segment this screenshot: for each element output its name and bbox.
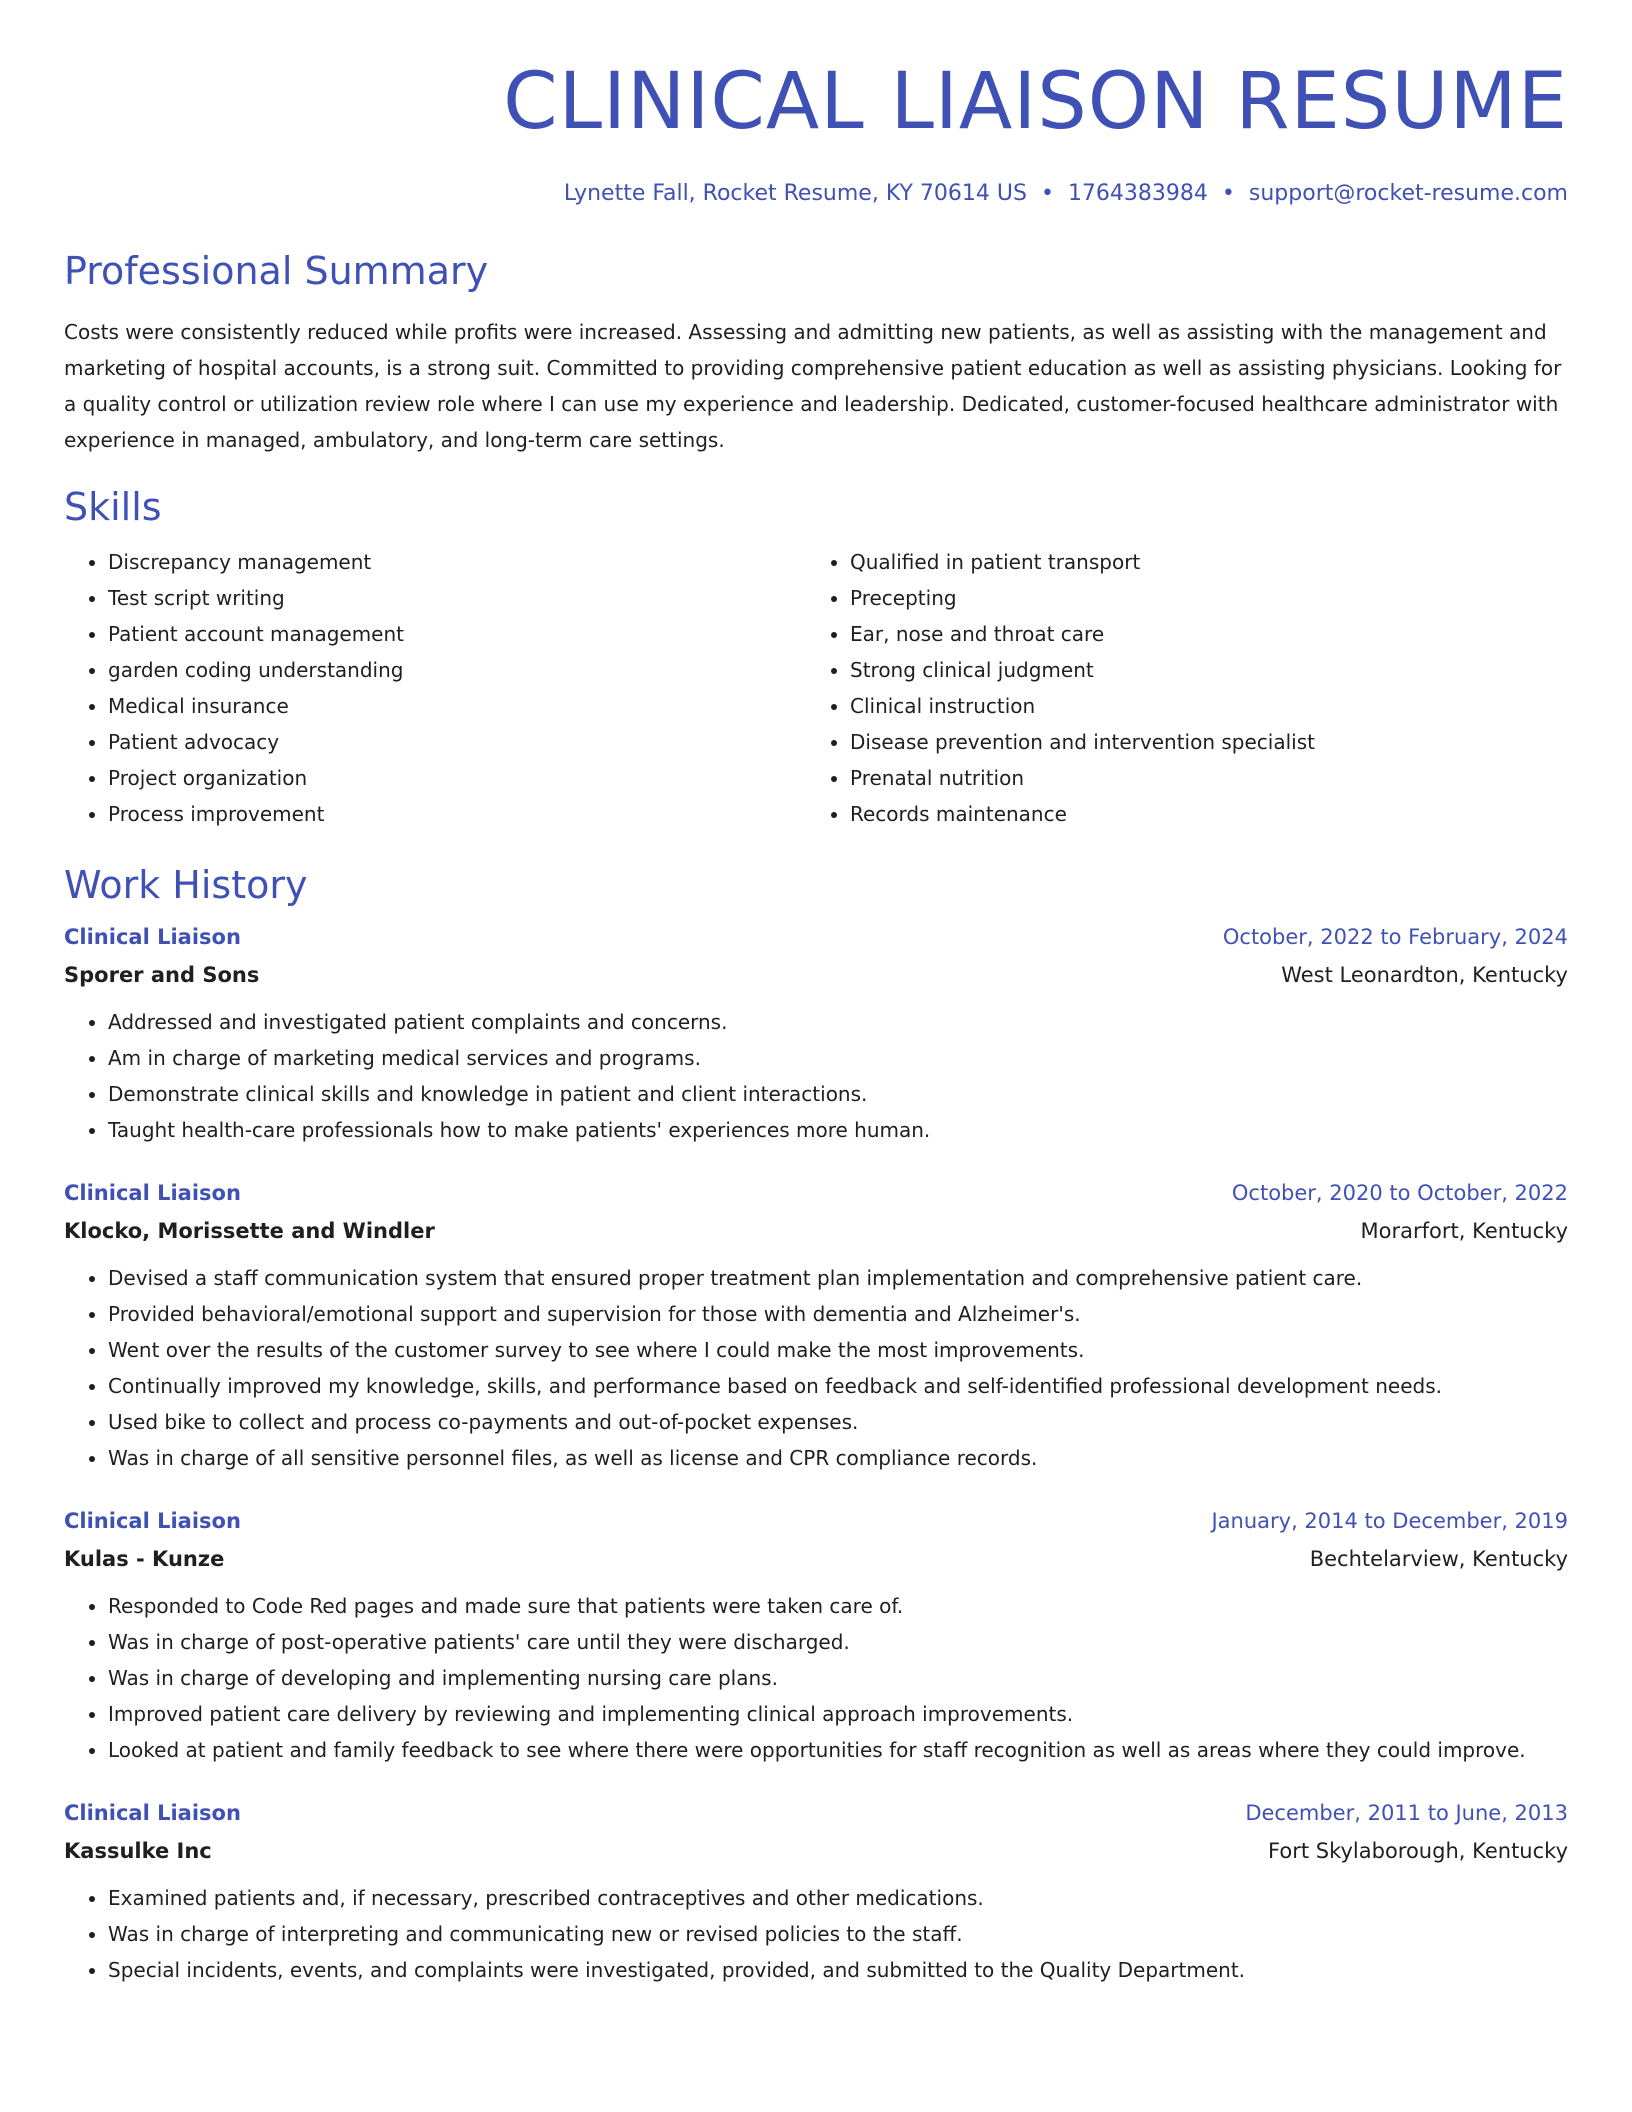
skill-item: • Records maintenance — [850, 796, 1548, 832]
job-bullet: • Looked at patient and family feedback to see where there were opportunities for staff recognition as well as areas where they could improve. — [108, 1732, 1568, 1768]
job-location: Morarfort, Kentucky — [1360, 1219, 1568, 1243]
job-bullet: • Improved patient care delivery by reviewing and implementing clinical approach improvements. — [108, 1696, 1568, 1732]
job-bullet: • Demonstrate clinical skills and knowledge in patient and client interactions. — [108, 1076, 1568, 1112]
job-entry — [64, 1502, 1568, 1768]
skill-item: • Strong clinical judgment — [850, 652, 1548, 688]
job-bullet: • Went over the results of the customer survey to see where I could make the most improvements. — [108, 1332, 1568, 1368]
job-bullet: • Devised a staff communication system that ensured proper treatment plan implementation and comprehensive patient care. — [108, 1260, 1568, 1296]
job-bullet: • Am in charge of marketing medical services and programs. — [108, 1040, 1568, 1076]
skill-item: • Precepting — [850, 580, 1548, 616]
job-title: Clinical Liaison — [64, 1181, 241, 1205]
skill-item: • Prenatal nutrition — [850, 760, 1548, 796]
job-company: Kassulke Inc — [64, 1839, 212, 1863]
job-bullets — [64, 1880, 1568, 1988]
skill-item: • Discrepancy management — [108, 544, 806, 580]
contact-separator: • — [1040, 181, 1054, 206]
job-bullet: • Addressed and investigated patient complaints and concerns. — [108, 1004, 1568, 1040]
skill-item: • Project organization — [108, 760, 806, 796]
contact-separator: • — [1221, 181, 1235, 206]
job-company: Sporer and Sons — [64, 963, 260, 987]
job-bullet: • Was in charge of all sensitive personnel files, as well as license and CPR compliance records. — [108, 1440, 1568, 1476]
job-bullet: • Was in charge of post-operative patients' care until they were discharged. — [108, 1624, 1568, 1660]
skills-list — [64, 544, 1568, 832]
skill-item: • Medical insurance — [108, 688, 806, 724]
job-bullet: • Taught health-care professionals how to make patients' experiences more human. — [108, 1112, 1568, 1148]
skill-item: • Test script writing — [108, 580, 806, 616]
skill-item: • Patient account management — [108, 616, 806, 652]
summary-text: Costs were consistently reduced while profits were increased. Assessing and admitting new patients, as well as assisting with the management and marketing of hospital accounts, is a strong suit. Committed to providing comprehensive patient education as well as assisting physicians. Looking for a quality control or utilization review role where I can use my experience and leadership. Dedicated, customer-focused healthcare administrator with experience in managed, ambulatory, and long-term care settings. — [64, 320, 1562, 452]
job-bullet: • Examined patients and, if necessary, prescribed contraceptives and other medications. — [108, 1880, 1568, 1916]
job-bullet: • Special incidents, events, and complaints were investigated, provided, and submitted to the Quality Department. — [108, 1952, 1568, 1988]
job-company: Klocko, Morissette and Windler — [64, 1219, 435, 1243]
skill-item: • Ear, nose and throat care — [850, 616, 1548, 652]
job-title: Clinical Liaison — [64, 1509, 241, 1533]
job-location: Fort Skylaborough, Kentucky — [1268, 1839, 1568, 1863]
job-dates: October, 2020 to October, 2022 — [1231, 1181, 1568, 1205]
job-bullet: • Continually improved my knowledge, skills, and performance based on feedback and self-identified professional development needs. — [108, 1368, 1568, 1404]
summary-heading: Professional Summary — [64, 249, 489, 293]
job-entry — [64, 1794, 1568, 1988]
job-bullet: • Provided behavioral/emotional support and supervision for those with dementia and Alzheimer's. — [108, 1296, 1568, 1332]
job-bullets — [64, 1260, 1568, 1476]
job-title: Clinical Liaison — [64, 1801, 241, 1825]
job-title: Clinical Liaison — [64, 925, 241, 949]
contact-line — [64, 180, 1568, 208]
job-company: Kulas - Kunze — [64, 1547, 225, 1571]
skill-item: • Process improvement — [108, 796, 806, 832]
job-bullets — [64, 1004, 1568, 1148]
work-history-list — [64, 918, 1568, 1988]
job-dates: December, 2011 to June, 2013 — [1245, 1801, 1568, 1825]
skills-column-right — [806, 544, 1548, 832]
job-bullet: • Used bike to collect and process co-payments and out-of-pocket expenses. — [108, 1404, 1568, 1440]
job-entry — [64, 918, 1568, 1148]
skills-heading: Skills — [64, 485, 162, 529]
contact-email: support@rocket-resume.com — [1248, 181, 1568, 206]
resume-page — [64, 0, 1568, 1988]
contact-phone: 1764383984 — [1067, 181, 1208, 206]
job-bullets — [64, 1588, 1568, 1768]
resume-title: CLINICAL LIAISON RESUME — [503, 57, 1568, 147]
job-dates: October, 2022 to February, 2024 — [1222, 925, 1568, 949]
contact-address: Lynette Fall, Rocket Resume, KY 70614 US — [563, 181, 1027, 206]
job-location: West Leonardton, Kentucky — [1281, 963, 1568, 987]
job-entry — [64, 1174, 1568, 1476]
job-bullet: • Responded to Code Red pages and made sure that patients were taken care of. — [108, 1588, 1568, 1624]
skill-item: • Disease prevention and intervention specialist — [850, 724, 1548, 760]
skill-item: • Clinical instruction — [850, 688, 1548, 724]
work-history-heading: Work History — [64, 863, 308, 907]
job-bullet: • Was in charge of developing and implementing nursing care plans. — [108, 1660, 1568, 1696]
skills-column-left — [64, 544, 806, 832]
skill-item: • garden coding understanding — [108, 652, 806, 688]
job-location: Bechtelarview, Kentucky — [1309, 1547, 1568, 1571]
skill-item: • Qualified in patient transport — [850, 544, 1548, 580]
job-bullet: • Was in charge of interpreting and communicating new or revised policies to the staff. — [108, 1916, 1568, 1952]
skill-item: • Patient advocacy — [108, 724, 806, 760]
job-dates: January, 2014 to December, 2019 — [1211, 1509, 1568, 1533]
